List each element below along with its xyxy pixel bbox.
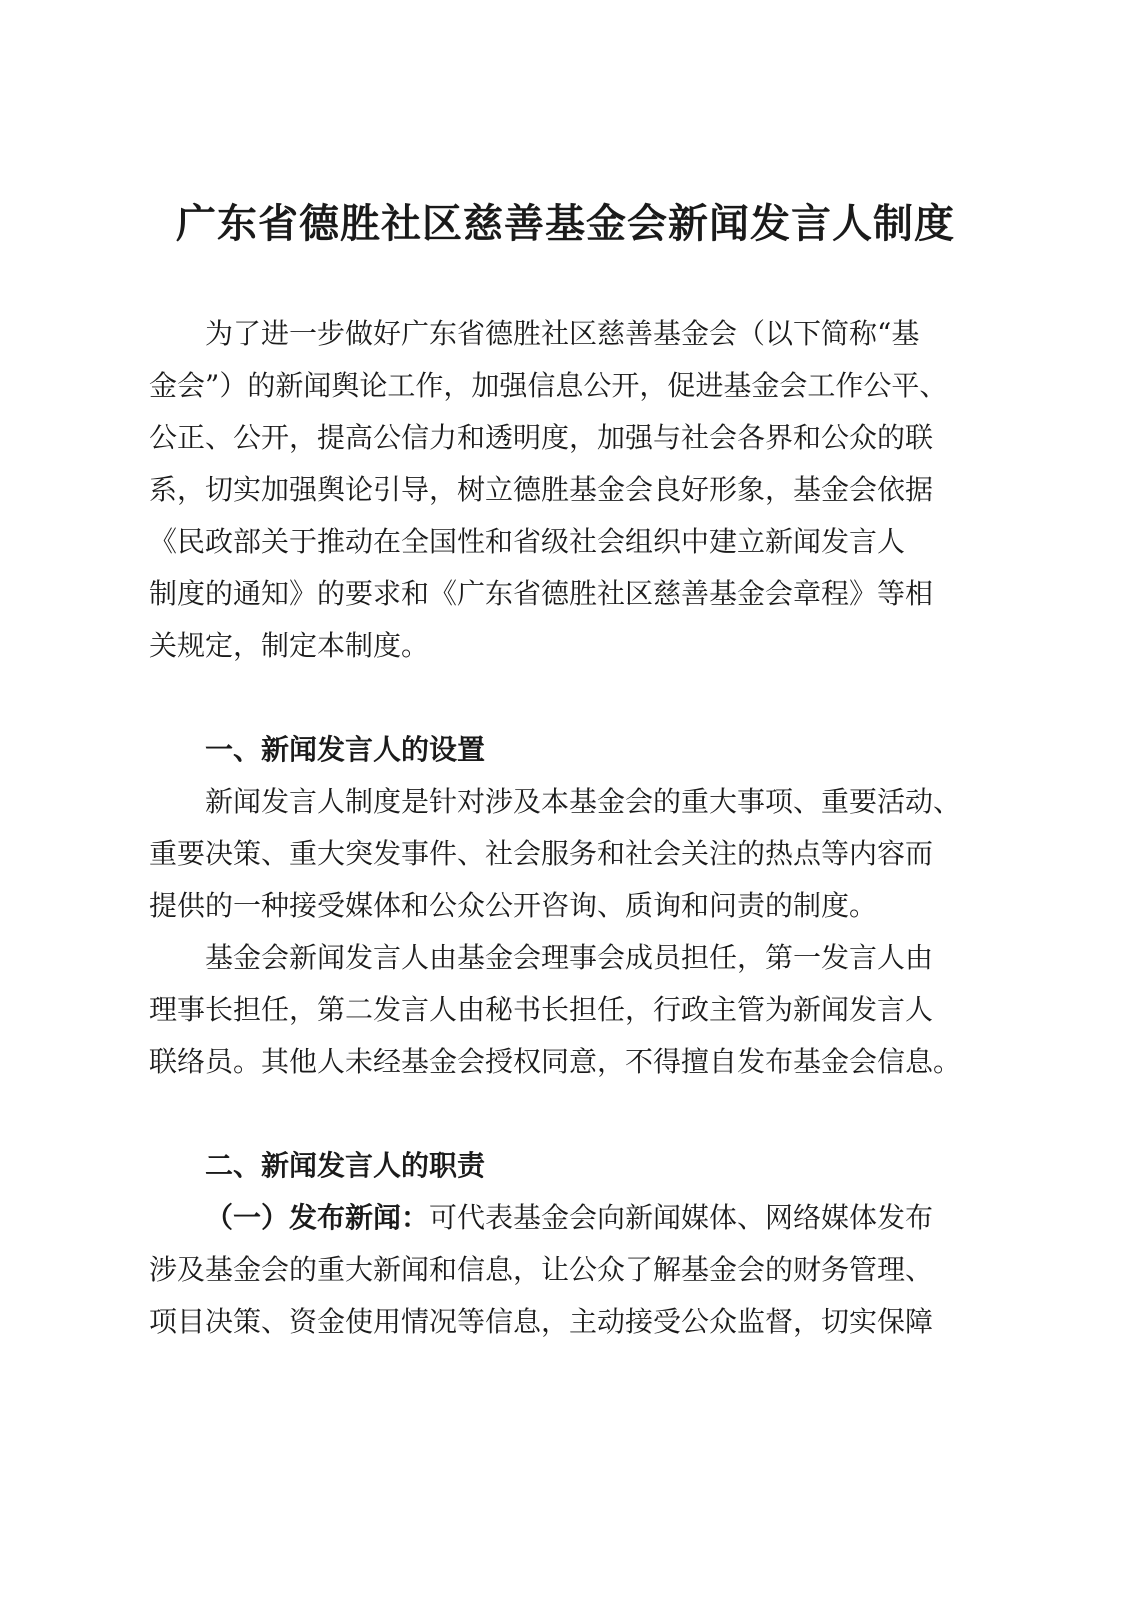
intro-line: 为了进一步做好广东省德胜社区慈善基金会（以下简称“基	[205, 317, 920, 350]
intro-line: 《民政部关于推动在全国性和省级社会组织中建立新闻发言人	[149, 525, 906, 558]
intro-line: 公正、公开，提高公信力和透明度，加强与社会各界和公众的联	[149, 421, 934, 454]
intro-line: 关规定，制定本制度。	[149, 629, 430, 662]
section1-para2-line: 理事长担任，第二发言人由秘书长担任，行政主管为新闻发言人	[149, 993, 934, 1026]
section-heading: 一、新闻发言人的设置	[205, 733, 486, 766]
item-label: （一）发布新闻：	[205, 1201, 430, 1234]
section1-para1-line: 重要决策、重大突发事件、社会服务和社会关注的热点等内容而	[149, 837, 934, 870]
section2-item1-line: 涉及基金会的重大新闻和信息，让公众了解基金会的财务管理、	[149, 1253, 934, 1286]
section2-item1-first-line	[205, 1198, 933, 1238]
intro-line: 系，切实加强舆论引导，树立德胜基金会良好形象，基金会依据	[149, 473, 934, 506]
section2-item1-line: 项目决策、资金使用情况等信息，主动接受公众监督，切实保障	[149, 1305, 934, 1338]
section1-para1-line: 提供的一种接受媒体和公众公开咨询、质询和问责的制度。	[149, 889, 878, 922]
intro-line: 制度的通知》的要求和《广东省德胜社区慈善基金会章程》等相	[149, 577, 934, 610]
intro-line: 金会”）的新闻舆论工作，加强信息公开，促进基金会工作公平、	[149, 369, 948, 402]
section1-para2-line: 联络员。其他人未经基金会授权同意，不得擅自发布基金会信息。	[149, 1045, 962, 1078]
section1-para2-line: 基金会新闻发言人由基金会理事会成员担任，第一发言人由	[205, 941, 934, 974]
section-heading: 二、新闻发言人的职责	[205, 1149, 486, 1182]
item-text: 可代表基金会向新闻媒体、网络媒体发布	[429, 1201, 934, 1234]
section1-para1-line: 新闻发言人制度是针对涉及本基金会的重大事项、重要活动、	[205, 785, 962, 818]
document-title: 广东省德胜社区慈善基金会新闻发言人制度	[176, 201, 955, 247]
